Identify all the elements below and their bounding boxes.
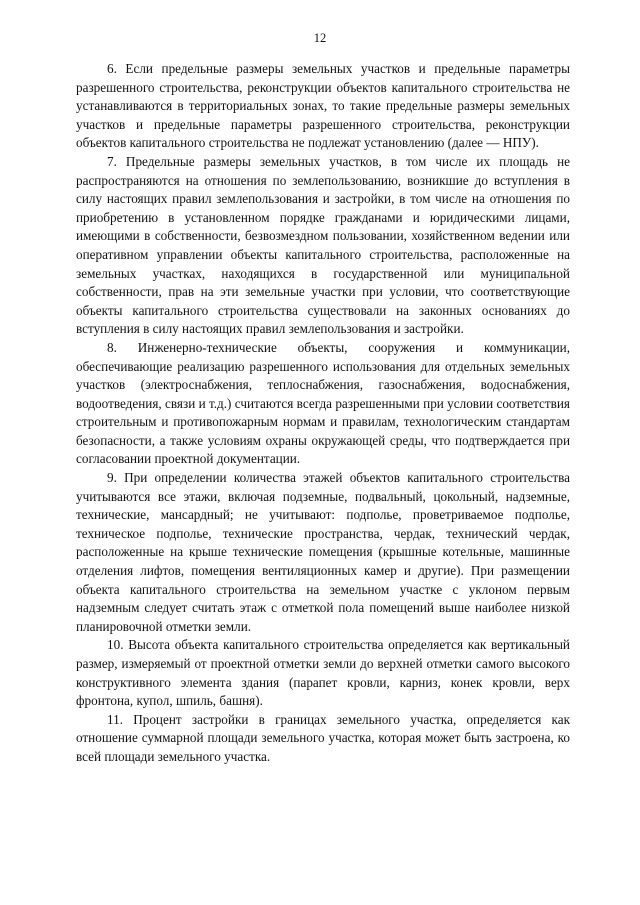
paragraph-8: 8. Инженерно-технические объекты, сооружения и коммуникации, обеспечивающие реализацию разрешенного использования для отдельных земельных участков (электроснабжения, теплоснабжения, газоснабжения, водоснабжения, водоотведения, связи и т.д.) считаются всегда разрешенными при условии соответствия строительным и противопожарным нормам и правилам, технологическим стандартам безопасности, а также условиям охраны окружающей среды, что подтверждается при согласовании проектной документации.	[76, 339, 570, 467]
paragraph-11: 11. Процент застройки в границах земельного участка, определяется как отношение суммарной площади земельного участка, которая может быть застроена, ко всей площади земельного участка.	[76, 711, 570, 764]
paragraph-9: 9. При определении количества этажей объектов капитального строительства учитываются все этажи, включая подземные, подвальный, цокольный, надземные, технические, мансардный; не учитывают: подполье, проветриваемое подполье, техническое подполье, технические пространства, чердак, технический чердак, расположенные на крыше технические помещения (крышные котельные, машинные отделения лифтов, помещения вентиляционных камер и другие). При размещении объекта капитального строительства на земельном участке с уклоном первым надземным следует считать этаж с отметкой пола помещений выше наиболее низкой планировочной отметки земли.	[76, 470, 570, 634]
paragraph-7: 7. Предельные размеры земельных участков, в том числе их площадь не распространяются на отношения по землепользованию, возникшие до вступления в силу настоящих правил землепользования и застройки, в том числе на отношения по приобретению в установленном порядке гражданами и юридическими лицами, имеющими в собственности, безвозмездном пользовании, хозяйственном ведении или оперативном управлении объекты капитального строительства, расположенные на земельных участках, находящихся в государственной или муниципальной собственности, прав на эти земельные участки при условии, что соответствующие объекты капитального строительства существовали на законных основаниях до вступления в силу настоящих правил землепользования и застройки.	[76, 153, 570, 337]
paragraph-6: 6. Если предельные размеры земельных участков и предельные параметры разрешенного строительства, реконструкции объектов капитального строительства не устанавливаются в территориальных зонах, то такие предельные размеры земельных участков и предельные параметры разрешенного строительства, реконструкции объектов капитального строительства не подлежат установлению (далее — НПУ).	[76, 61, 570, 151]
page-number: 12	[313, 31, 327, 45]
paragraph-10: 10. Высота объекта капитального строительства определяется как вертикальный размер, измеряемый от проектной отметки земли до верхней отметки самого высокого конструктивного элемента здания (парапет кровли, карниз, конек кровли, верх фронтона, купол, шпиль, башня).	[76, 637, 570, 709]
document-body	[76, 60, 570, 767]
